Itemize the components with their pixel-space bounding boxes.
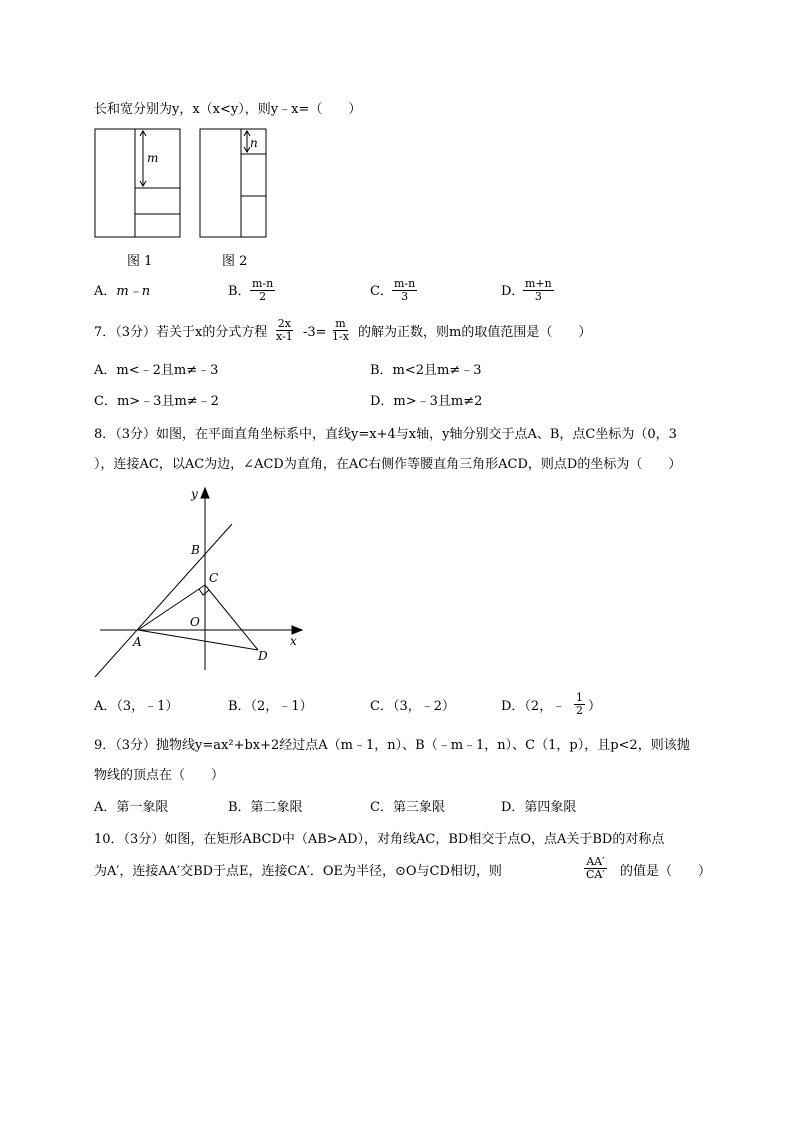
q10-fraction: [584, 856, 607, 881]
q7-frac1-den: x-1: [276, 330, 293, 343]
q6-option-c-fraction: [392, 278, 417, 303]
fig2-rect-lower: [241, 196, 266, 237]
q8-option-c: C．（3，﹣2）: [370, 699, 455, 714]
q6-option-b-fraction: [250, 278, 275, 303]
q10-line-2-pre: 为A′，连接AA′交BD于点E，连接CA′．OE为半径，⊙O与CD相切，则: [94, 864, 502, 879]
q8-option-d-fraction: [574, 692, 585, 717]
q10-line-2-post: 的值是（ ）: [620, 864, 712, 879]
q8-right-angle-mark: [199, 589, 209, 595]
q8-label-d: D: [258, 649, 268, 663]
q7-option-c: C．m>﹣3且m≠﹣2: [94, 394, 219, 409]
q8-label-c: C: [209, 571, 219, 585]
q9-option-a: A．第一象限: [94, 800, 169, 815]
q8-line-2: ），连接AC，以AC为边，∠ACD为直角，在AC右侧作等腰直角三角形ACD，则点D的坐标为（ ）: [94, 457, 682, 472]
q6-option-d-den: 3: [534, 290, 542, 303]
fig1-rect-lower: [135, 214, 180, 237]
fig1-caption: 图 1: [127, 254, 153, 269]
q9-option-d: D．第四象限: [501, 800, 577, 815]
q8-label-x: x: [290, 634, 297, 648]
q6-option-a-prefix: A．: [94, 284, 117, 299]
q8-line-ab: [95, 524, 232, 677]
q6-option-a: [94, 284, 150, 300]
q8-figure: [90, 480, 320, 680]
fig1-m-label: m: [147, 151, 159, 165]
q6-option-c-den: 3: [401, 290, 409, 303]
q6-option-d-prefix: D．: [501, 284, 525, 299]
q7-frac2-den: 1-x: [332, 330, 349, 343]
q8-option-d-suffix: ）: [588, 699, 602, 714]
q6-stem-tail: 长和宽分别为y，x（x<y），则y﹣x=（ ）: [94, 102, 362, 117]
q6-option-a-expr: m﹣n: [116, 284, 151, 299]
fig1-rect-upper: [135, 188, 180, 214]
fig1-outer-rect: [95, 129, 180, 237]
q7-option-a: A．m<﹣2且m≠﹣3: [94, 363, 219, 378]
q6-figure: [90, 125, 280, 245]
q9-option-b: B．第二象限: [228, 800, 303, 815]
q6-option-b-den: 2: [259, 290, 267, 303]
q10-line-1: 10．（3分）如图，在矩形ABCD中（AB>AD），对角线AC，BD相交于点O，点A关于BD的对称点: [94, 832, 665, 847]
q8-line-1: 8．（3分）如图，在平面直角坐标系中，直线y=x+4与x轴，y轴分别交于点A、B，点C坐标为（0，3: [94, 427, 677, 442]
q10-frac-num: AA′: [586, 855, 605, 868]
q7-prefix: 7．（3分）若关于x的分式方程: [94, 325, 268, 340]
q6-fig1: [95, 129, 180, 237]
q8-option-d-den: 2: [576, 704, 583, 717]
q8-option-b: B．（2，﹣1）: [228, 699, 313, 714]
q9-option-c: C．第三象限: [370, 800, 445, 815]
q6-option-d-num: m+n: [525, 277, 552, 290]
q7-mid: -3=: [303, 325, 327, 340]
fig2-n-label: n: [250, 136, 258, 150]
q8-segment-ad: [138, 630, 258, 650]
q7-option-d: D．m>﹣3且m≠2: [370, 394, 483, 409]
q8-option-a: A．（3，﹣1）: [94, 699, 179, 714]
q9-line-1: 9．（3分）抛物线y=ax²+bx+2经过点A（m﹣1，n）、B（﹣m﹣1，n）、C（1，p），且p<2，则该抛: [94, 738, 690, 753]
q8-option-d-num: 1: [576, 691, 583, 704]
q6-option-c-num: m-n: [394, 277, 416, 290]
q8-label-o: O: [190, 615, 200, 629]
q9-line-2: 物线的顶点在（ ）: [94, 768, 225, 783]
q8-label-b: B: [191, 543, 200, 557]
fig2-caption: 图 2: [222, 254, 248, 269]
q10-frac-den: CA′: [586, 868, 605, 881]
fig2-rect-upper: [241, 154, 266, 196]
q7-fraction-2: [330, 318, 351, 343]
q8-y-axis-arrow: [201, 488, 209, 498]
q8-label-a: A: [133, 635, 142, 649]
q6-option-c-prefix: C．: [370, 284, 393, 299]
q8-option-d-prefix: D．（2，﹣: [501, 699, 566, 714]
q7-fraction-1: [274, 318, 295, 343]
q7-frac2-num: m: [335, 317, 346, 330]
q6-option-b-prefix: B．: [228, 284, 251, 299]
q8-x-axis-arrow: [292, 626, 302, 634]
q8-label-y: y: [191, 487, 198, 501]
q6-option-b-num: m-n: [252, 277, 274, 290]
q8-segment-cd: [205, 585, 258, 650]
q7-frac1-num: 2x: [277, 317, 291, 330]
q6-option-d-fraction: [523, 278, 554, 303]
q7-option-b: B．m<2且m≠﹣3: [370, 363, 482, 378]
q7-suffix: 的解为正数，则m的取值范围是（ ）: [358, 325, 592, 340]
